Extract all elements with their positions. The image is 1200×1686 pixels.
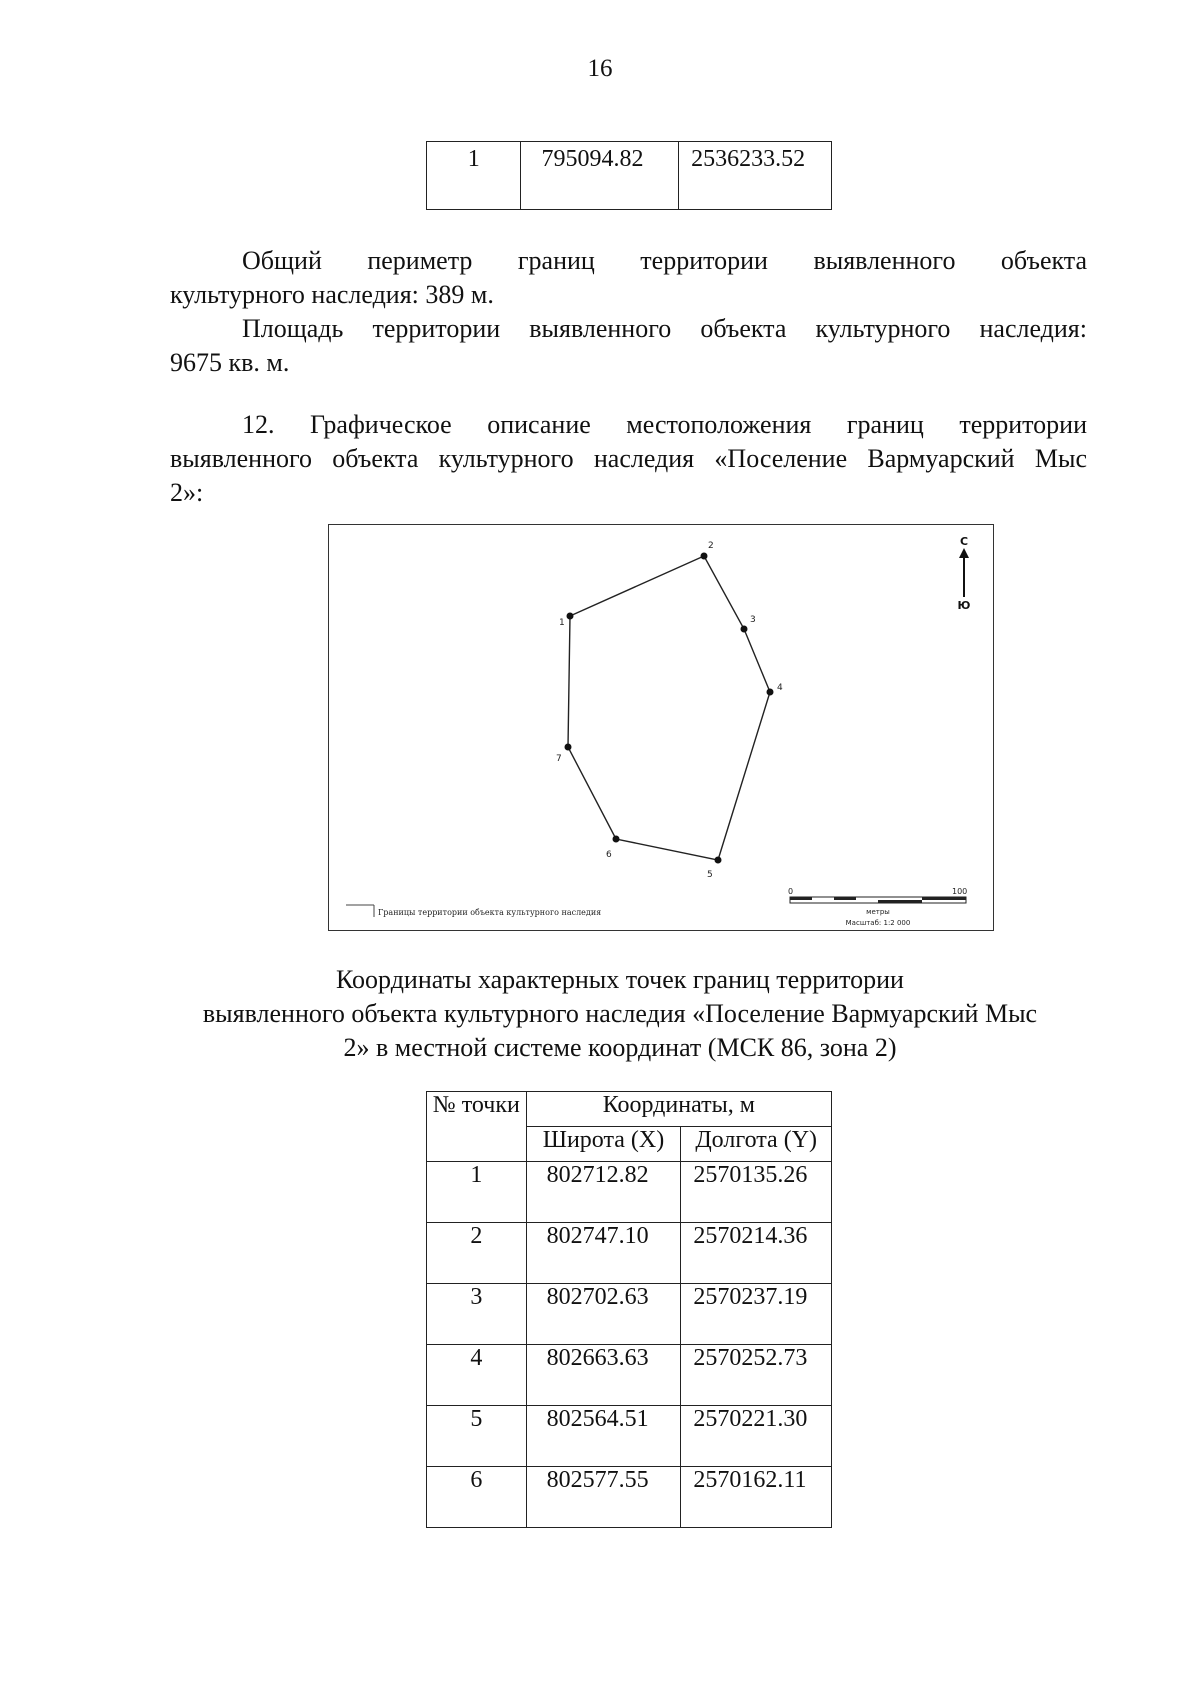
scale-start: 0: [787, 886, 793, 896]
y-cell: 2570237.19: [681, 1284, 832, 1345]
table-row: [427, 1406, 832, 1467]
header-y: Долгота (Y): [681, 1127, 832, 1162]
x-cell: 795094.82: [521, 142, 679, 210]
scale-bar: [788, 887, 967, 927]
scale-end: 100: [951, 886, 967, 896]
x-cell: 802702.63: [526, 1284, 681, 1345]
x-cell: 802564.51: [526, 1406, 681, 1467]
legend-text: Границы территории объекта культурного наследия: [377, 907, 601, 917]
section-12-paragraph: [170, 408, 1087, 510]
map-point-4: [766, 688, 773, 695]
y-cell: 2570221.30: [681, 1406, 832, 1467]
map-label-7: 7: [555, 753, 562, 764]
south-label: Ю: [957, 598, 970, 612]
y-cell: 2570162.11: [681, 1467, 832, 1528]
perimeter-line-2: культурного наследия: 389 м.: [170, 280, 494, 309]
map-point-7: [564, 743, 571, 750]
y-cell: 2570135.26: [681, 1162, 832, 1223]
scale-ratio: Масштаб: 1:2 000: [845, 918, 910, 927]
scale-units: метры: [865, 907, 890, 916]
coordinates-table: [426, 1091, 832, 1528]
page-number: 16: [587, 55, 613, 82]
header-point: № точки: [427, 1092, 527, 1162]
y-cell: 2570252.73: [681, 1345, 832, 1406]
continuation-table: [426, 141, 832, 210]
north-label: С: [959, 534, 968, 548]
map-label-1: 1: [558, 617, 565, 628]
point-cell: 6: [427, 1467, 527, 1528]
boundary-polygon: [568, 556, 770, 860]
table-row: [427, 1284, 832, 1345]
x-cell: 802712.82: [526, 1162, 681, 1223]
y-cell: 2536233.52: [679, 142, 832, 210]
point-cell: 1: [427, 142, 521, 210]
boundary-map: [328, 524, 994, 931]
point-cell: 1: [427, 1162, 527, 1223]
table-header-row: [427, 1092, 832, 1127]
y-cell: 2570214.36: [681, 1223, 832, 1284]
point-cell: 5: [427, 1406, 527, 1467]
north-arrow-icon: [957, 535, 970, 612]
boundary-map-svg: [328, 524, 994, 931]
map-point-6: [612, 835, 619, 842]
perimeter-line-1: Общий периметр границ территории выявленного объекта: [242, 246, 1087, 275]
map-label-5: 5: [706, 869, 713, 880]
point-cell: 4: [427, 1345, 527, 1406]
coords-caption: [150, 963, 1090, 1065]
area-line-1: Площадь территории выявленного объекта культурного наследия:: [242, 314, 1087, 343]
coords-caption-line-3: 2» в местной системе координат (МСК 86, зона 2): [343, 1033, 897, 1062]
point-cell: 2: [427, 1223, 527, 1284]
map-point-1: [566, 612, 573, 619]
table-row: [427, 1223, 832, 1284]
point-cell: 3: [427, 1284, 527, 1345]
perimeter-paragraph: [170, 244, 1087, 312]
table-row: [427, 142, 832, 210]
map-point-2: [700, 552, 707, 559]
table-row: [427, 1467, 832, 1528]
section-12-line-1: 12. Графическое описание местоположения границ территории: [242, 410, 1087, 439]
section-12-line-3: 2»:: [170, 478, 204, 507]
coords-caption-line-2: выявленного объекта культурного наследия «Поселение Вармуарский Мыс: [202, 999, 1038, 1028]
coords-caption-line-1: Координаты характерных точек границ территории: [336, 965, 904, 994]
header-coords: Координаты, м: [526, 1092, 831, 1127]
x-cell: 802663.63: [526, 1345, 681, 1406]
header-x: Широта (X): [526, 1127, 681, 1162]
map-label-2: 2: [707, 540, 714, 551]
map-label-6: 6: [605, 849, 612, 860]
table-row: [427, 1162, 832, 1223]
area-line-2: 9675 кв. м.: [170, 348, 290, 377]
table-row: [427, 1345, 832, 1406]
map-label-4: 4: [776, 682, 783, 693]
area-paragraph: [170, 312, 1087, 380]
map-point-3: [740, 625, 747, 632]
map-label-3: 3: [749, 614, 756, 625]
map-legend: [346, 905, 601, 917]
section-12-line-2: выявленного объекта культурного наследия «Поселение Вармуарский Мыс: [170, 444, 1087, 473]
map-point-5: [714, 856, 721, 863]
x-cell: 802577.55: [526, 1467, 681, 1528]
x-cell: 802747.10: [526, 1223, 681, 1284]
